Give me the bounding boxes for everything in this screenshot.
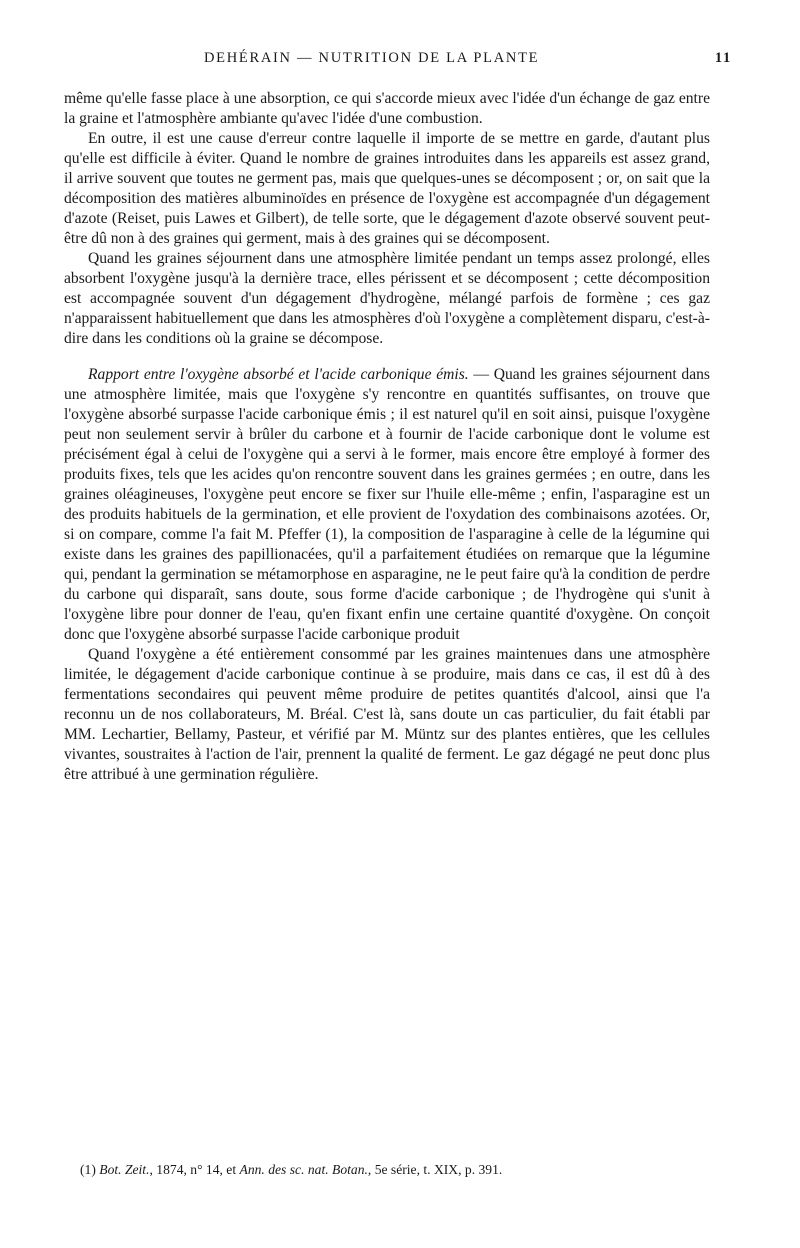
section-text: — Quand les graines séjournent dans une atmosphère limitée, mais que l'oxygène s'y rencontre en quantités suffisantes, on trouve que l'oxygène absorbé surpasse l'acide carbonique émis ; il est naturel qu'il en soit ainsi, puisque l'oxygène peut non seulement servir à brûler du carbone et à fournir de l'acide carbonique dont le volume est précisément égal à celui de l'oxygène qui a servi à le former, mais encore être employé à former des produits fixes, tels que les acides qu'on rencontre souvent dans les graines germées ; en outre, dans les graines oléagineuses, l'oxygène peut encore se fixer sur l'huile elle-même ; enfin, l'asparagine est un des produits habituels de la germination, et elle provient de l'oxydation des combinaisons azotées. Or, si on compare, comme l'a fait M. Pfeffer (1), la composition de l'asparagine à celle de la légumine qui existe dans les graines des papillionacées, qu'il a parfaitement étudiées on remarque que la légumine qui, pendant la germination se métamorphose en asparagine, ne le peut faire qu'à la condition de perdre du carbone qui disparaît, sans doute, sous forme d'acide carbonique ; de l'hydrogène qui s'unit à l'oxygène libre pour donner de l'eau, qu'en fixant enfin une certaine quantité d'oxygène. On conçoit donc que l'oxygène absorbé surpasse l'acide carbonique produit <box>64 366 710 643</box>
footnote-journal: Bot. Zeit. <box>99 1162 150 1177</box>
section-paragraph <box>64 365 710 645</box>
section-rubric: Rapport entre l'oxygène absorbé et l'acide carbonique émis. <box>88 366 469 383</box>
body-text <box>64 89 710 785</box>
footnote <box>80 1161 710 1179</box>
running-header <box>64 50 736 72</box>
paragraph-3: Quand les graines séjournent dans une atmosphère limitée pendant un temps assez prolongé, elles absorbent l'oxygène jusqu'à la dernière trace, elles périssent et se décomposent ; cette décomposition est accompagnée souvent d'un dégagement d'hydrogène, mélangé parfois de formène ; ces gaz n'apparaissent habituellement que dans les atmosphères d'où l'oxygène a complètement disparu, c'est-à-dire dans les conditions où la graine se décompose. <box>64 250 710 347</box>
paragraph-1: même qu'elle fasse place à une absorption, ce qui s'accorde mieux avec l'idée d'un échange de gaz entre la graine et l'atmosphère ambiante qu'avec l'idée d'une combustion. <box>64 90 710 127</box>
page-number: 11 <box>714 50 732 66</box>
running-title: DEHÉRAIN — NUTRITION DE LA PLANTE <box>204 50 540 66</box>
footnote-journal2: Ann. des sc. nat. Botan. <box>239 1162 368 1177</box>
paragraph-last: Quand l'oxygène a été entièrement consommé par les graines maintenues dans une atmosphère limitée, le dégagement d'acide carbonique continue à se produire, mais dans ce cas, il est dû à des fermentations secondaires qui peuvent même produire de petites quantités d'alcool, ainsi que l'a reconnu un de nos collaborateurs, M. Bréal. C'est là, sans doute un cas particulier, du fait établi par MM. Lechartier, Bellamy, Pasteur, et vérifié par M. Müntz sur des plantes entières, que les cellules vivantes, soustraites à l'action de l'air, prennent la qualité de ferment. Le gaz dégagé ne peut donc plus être attribué à une germination régulière. <box>64 646 710 783</box>
paragraph-2: En outre, il est une cause d'erreur contre laquelle il importe de se mettre en garde, d'autant plus qu'elle est difficile à éviter. Quand le nombre de graines introduites dans les appareils est assez grand, il arrive souvent que toutes ne germent pas, mais que quelques-unes se décomposent ; or, on sait que la décomposition des matières albuminoïdes en présence de l'oxygène est accompagnée d'un dégagement d'azote (Reiset, puis Lawes et Gilbert), de telle sorte, que le dégagement d'azote observé souvent peut-être dû non à des graines qui germent, mais à des graines qui se décomposent. <box>64 130 710 247</box>
footnote-middle: , 1874, n° 14, et <box>149 1162 237 1177</box>
footnote-marker: (1) <box>80 1162 96 1177</box>
footnote-tail: , 5e série, t. XIX, p. 391. <box>367 1162 503 1177</box>
